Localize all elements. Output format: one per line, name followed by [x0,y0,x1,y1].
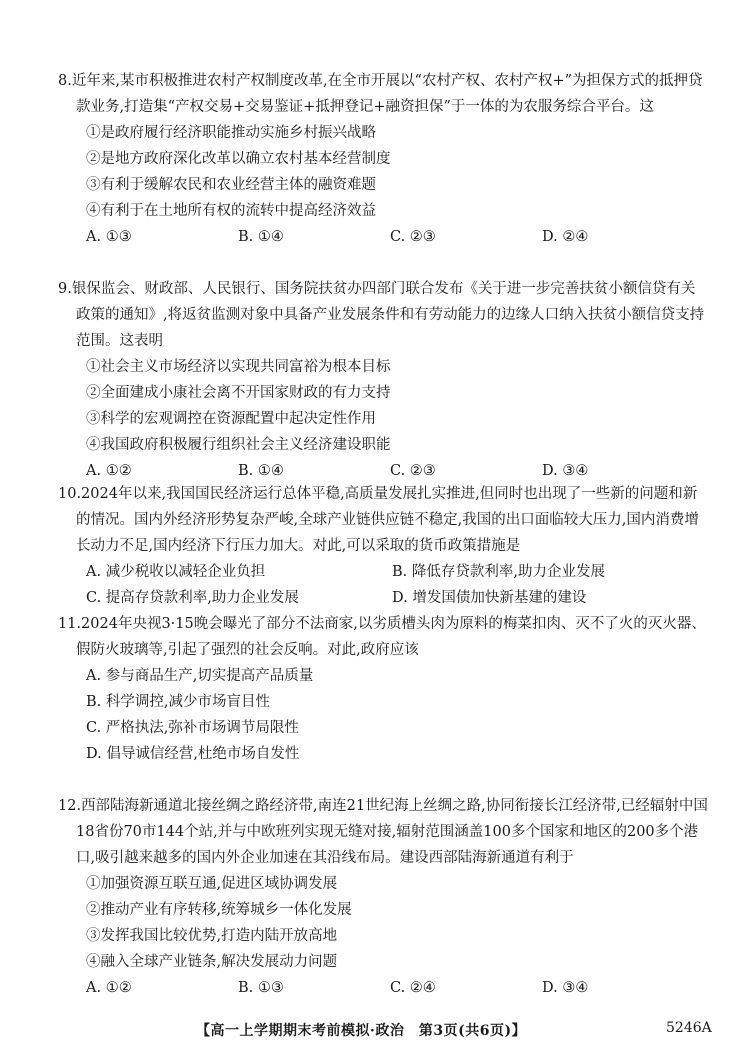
statement-item: ①加强资源互联互通,促进区域协调发展 [86,876,338,892]
question-10 [58,481,708,611]
question-stem: 9.银保监会、财政部、人民银行、国务院扶贫办四部门联合发布《关于进一步完善扶贫小额信贷有关政策的通知》,将返贫监测对象中具备产业发展条件和有劳动能力的边缘人口纳入扶贫小额信贷支持范围。这表明 [58,281,705,349]
choice-b[interactable]: B. 降低存贷款利率,助力企业发展 [392,564,605,580]
statement-item: ③科学的宏观调控在资源配置中起决定性作用 [86,411,376,427]
answer-choices [58,975,708,1001]
choice-b[interactable]: B. 科学调控,减少市场盲目性 [86,694,270,710]
footer-title: 【高一上学期期末考前模拟·政治 第3页(共6页)】 [196,1023,527,1039]
statement-item: ②全面建成小康社会离不开国家财政的有力支持 [86,385,391,401]
choice-c[interactable]: C. ②④ [390,980,436,996]
question-8 [58,68,708,250]
statement-item: ④我国政府积极履行组织社会主义经济建设职能 [86,437,391,453]
choice-a[interactable]: A. ①③ [86,229,132,245]
choice-d[interactable]: D. 增发国债加快新基建的建设 [392,590,587,606]
answer-choices [58,559,708,611]
question-stem: 12.西部陆海新通道北接丝绸之路经济带,南连21世纪海上丝绸之路,协同衔接长江经济带,已经辐射中国18省份70市144个站,并与中欧班列实现无缝对接,辐射范围涵盖100多个国家和地区的200多个港口,吸引越来越多的国内外企业加速在其沿线布局。建设西部陆海新通道有利于 [58,798,708,866]
choice-c[interactable]: C. ②③ [390,463,436,479]
question-stem: 11.2024年央视3·15晚会曝光了部分不法商家,以劣质槽头肉为原料的梅菜扣肉、灭不了火的灭火器、假防火玻璃等,引起了强烈的社会反响。对此,政府应该 [58,616,706,658]
choice-c[interactable]: C. 提高存贷款利率,助力企业发展 [86,590,299,606]
statement-item: ④融入全球产业链条,解决发展动力问题 [86,954,338,970]
statement-item: ①社会主义市场经济以实现共同富裕为根本目标 [86,359,391,375]
question-11 [58,611,708,767]
choice-b[interactable]: B. ①④ [238,229,284,245]
choice-d[interactable]: D. ③④ [542,980,589,996]
question-9 [58,276,708,484]
question-stem: 8.近年来,某市积极推进农村产权制度改革,在全市开展以“农村产权、农村产权+”为担保方式的抵押贷款业务,打造集“产权交易+交易鉴证+抵押登记+融资担保”于一体的为农服务综合平台。这 [58,73,703,115]
statement-item: ②是地方政府深化改革以确立农村基本经营制度 [86,151,391,167]
statement-item: ④有利于在土地所有权的流转中提高经济效益 [86,203,376,219]
choice-a[interactable]: A. ①② [86,463,132,479]
choice-b[interactable]: B. ①④ [238,463,284,479]
choice-c[interactable]: C. ②③ [390,229,436,245]
question-stem: 10.2024年以来,我国国民经济运行总体平稳,高质量发展扎实推进,但同时也出现了一些新的问题和新的情况。国内外经济形势复杂严峻,全球产业链供应链不稳定,我国的出口面临较大压力,国内消费增长动力不足,国内经济下行压力加大。对此,可以采取的货币政策措施是 [58,486,699,554]
statement-item: ②推动产业有序转移,统筹城乡一体化发展 [86,902,352,918]
choice-d[interactable]: D. ②④ [542,229,589,245]
statement-item: ③有利于缓解农民和农业经营主体的融资难题 [86,177,376,193]
choice-d[interactable]: D. 倡导诚信经营,杜绝市场自发性 [86,746,300,762]
question-12 [58,793,708,1001]
statement-item: ③发挥我国比较优势,打造内陆开放高地 [86,928,338,944]
footer-code: 5246A [666,1020,712,1036]
choice-b[interactable]: B. ①③ [238,980,284,996]
statement-item: ①是政府履行经济职能推动实施乡村振兴战略 [86,125,376,141]
choice-a[interactable]: A. 参与商品生产,切实提高产品质量 [86,668,314,684]
choice-a[interactable]: A. ①② [86,980,132,996]
choice-c[interactable]: C. 严格执法,弥补市场调节局限性 [86,720,299,736]
choice-d[interactable]: D. ③④ [542,463,589,479]
choice-a[interactable]: A. 减少税收以减轻企业负担 [86,564,266,580]
answer-choices [58,224,708,250]
